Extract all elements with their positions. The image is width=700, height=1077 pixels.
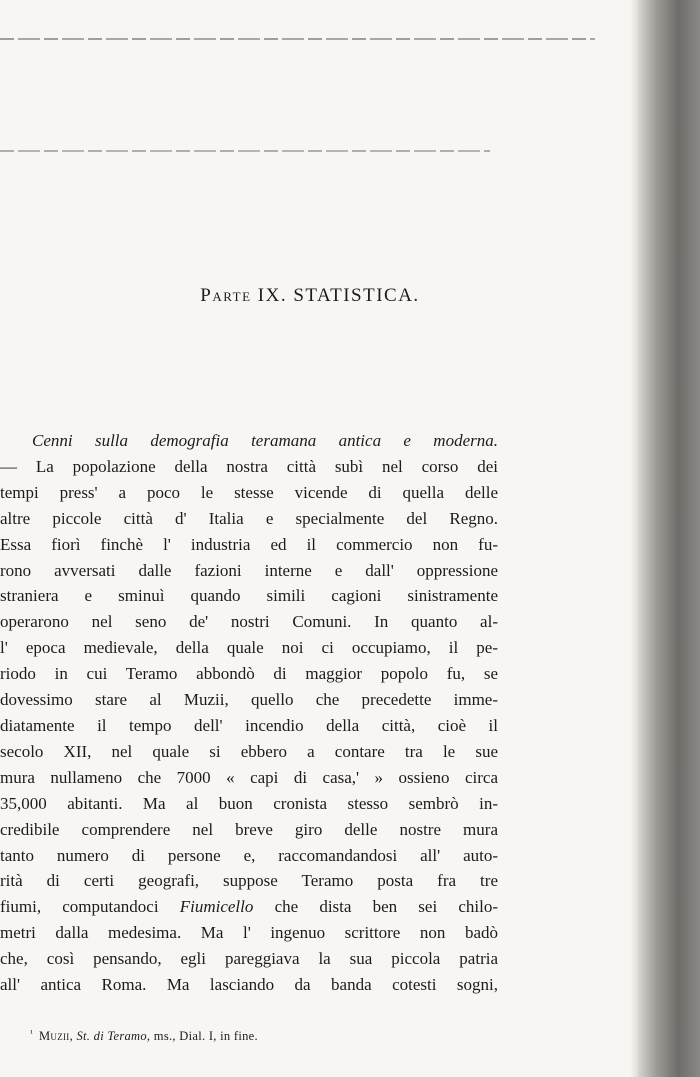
fiumi-line-end: che dista ben sei chilo- xyxy=(274,897,499,917)
body-line: operarono nel seno de' nostri Comuni. In quanto al- xyxy=(0,612,498,632)
fiumicello-term: Fiumicello xyxy=(179,897,254,917)
body-line: tempi press' a poco le stesse vicende di quella delle xyxy=(0,482,498,502)
footnote-work: St. di Teramo, xyxy=(76,1029,151,1043)
section-subtitle: Cenni sulla demografia teramana antica e moderna. xyxy=(32,431,498,450)
body-line: metri dalla medesima. Ma l' ingenuo scrittore non badò xyxy=(0,923,498,943)
body-line: 35,000 abitanti. Ma al buon cronista stesso sembrò in- xyxy=(0,793,498,813)
body-line: che, così pensando, egli pareggiava la sua piccola patria xyxy=(0,949,498,969)
body-line: diatamente il tempo dell' incendio della città, cioè il xyxy=(0,715,498,735)
body-line: credibile comprendere nel breve giro delle nostre mura xyxy=(0,819,498,839)
body-line: secolo XII, nel quale si ebbero a contare tra le sue xyxy=(0,741,498,761)
top-rule xyxy=(0,38,595,40)
body-line: straniera e sminuì quando simili cagioni sinistramente xyxy=(0,586,498,606)
footnote-rest: ms., Dial. I, in fine. xyxy=(153,1029,258,1043)
fiumi-line-start: fiumi, computandoci xyxy=(0,897,159,917)
page-gutter-shadow xyxy=(638,0,700,1077)
page-edge-shade xyxy=(630,0,638,1077)
body-line: dovessimo stare al Muzii, quello che precedette imme- xyxy=(0,690,498,710)
body-line: — La popolazione della nostra città subì nel corso dei xyxy=(0,456,498,476)
body-line xyxy=(0,428,498,454)
body-line: Essa fiorì finchè l' industria ed il commercio non fu- xyxy=(0,534,498,554)
body-line: all' antica Roma. Ma lasciando da banda cotesti sogni, xyxy=(0,975,498,995)
body-line: tanto numero di persone e, raccomandandosi all' auto- xyxy=(0,845,498,865)
heading-part-word: Parte xyxy=(200,285,252,306)
section-heading xyxy=(0,285,620,307)
footnote-marker: ¹ xyxy=(30,1028,33,1038)
body-line: rità di certi geografi, suppose Teramo posta fra tre xyxy=(0,871,498,891)
body-line: mura nullameno che 7000 « capi di casa,' » ossieno circa xyxy=(0,767,498,787)
body-line xyxy=(0,894,498,920)
body-line: altre piccole città d' Italia e specialmente del Regno. xyxy=(0,508,498,528)
body-line: riodo in cui Teramo abbondò di maggior popolo fu, se xyxy=(0,664,498,684)
header-rule xyxy=(0,150,490,152)
footnote-author: Muzii, xyxy=(39,1029,74,1043)
body-line: rono avversati dalle fazioni interne e dall' oppressione xyxy=(0,560,498,580)
heading-title: IX. STATISTICA. xyxy=(257,285,420,306)
body-text xyxy=(0,428,498,998)
body-line: l' epoca medievale, della quale noi ci occupiamo, il pe- xyxy=(0,638,498,658)
footnote xyxy=(30,1028,498,1044)
